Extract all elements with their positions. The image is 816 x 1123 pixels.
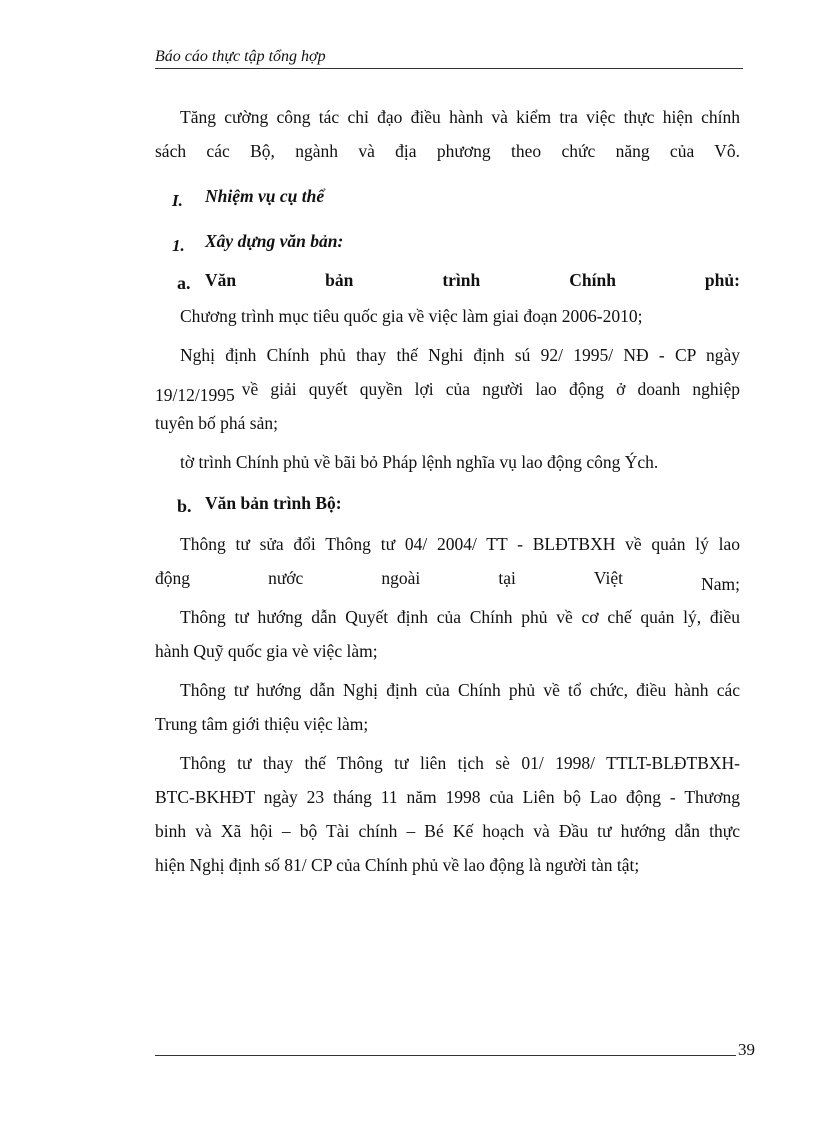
item-b-1-word: ngoài: [381, 568, 421, 588]
item-b-3-line-1: Thông tư hướng dẫn Nghị định của Chính phủ về tổ chức, điều hành các: [180, 680, 740, 700]
item-b-1-end: Nam;: [701, 574, 740, 594]
intro-line-1-text: Tăng cường công tác chỉ đạo điều hành và kiểm tra việc thực hiện chính: [180, 107, 740, 127]
item-b-2-line-1: Thông tư hướng dẫn Quyết định của Chính phủ về cơ chế quản lý, điều: [180, 607, 740, 627]
item-a-3: tờ trình Chính phủ về bãi bỏ Pháp lệnh nghĩa vụ lao động công Ých.: [180, 452, 659, 472]
item-b-4-line-4: hiện Nghị định số 81/ CP của Chính phủ về lao động là người tàn tật;: [155, 855, 640, 875]
item-a-2-rest: về giải quyết quyền lợi của người lao động ở doanh nghiệp: [241, 379, 740, 399]
sub-a-heading: [155, 263, 740, 297]
sub-b-number: b.: [177, 496, 192, 516]
sub-a-word: phủ:: [704, 270, 740, 290]
section-title: Nhiệm vụ cụ thể: [205, 186, 325, 206]
subsection-heading: [155, 224, 740, 259]
sub-a-word: Chính: [569, 270, 616, 290]
page-footer: [155, 1040, 755, 1060]
item-b-1-word: nước: [268, 568, 304, 588]
footer-rule: [155, 1055, 736, 1056]
page-header: [155, 48, 743, 69]
item-a-2-date: 19/12/1995: [155, 385, 235, 405]
intro-line-1: [155, 100, 740, 134]
sub-a-word: bản: [325, 270, 354, 290]
subsection-title: Xây dựng văn bản:: [205, 231, 344, 251]
subsection-number: 1.: [172, 236, 185, 255]
item-a-1: Chương trình mục tiêu quốc gia về việc làm giai đoạn 2006-2010;: [180, 306, 643, 326]
item-b-1-word: tại: [498, 568, 516, 588]
item-b-1-word: Việt: [593, 568, 623, 588]
sub-a-number: a.: [177, 273, 191, 293]
item-b-1-word: động: [155, 568, 190, 588]
sub-a-title: [205, 263, 740, 297]
document-body: [155, 100, 740, 882]
intro-line-2: [155, 134, 740, 168]
item-b-3-line-2: Trung tâm giới thiệu việc làm;: [155, 714, 369, 734]
page-number: 39: [738, 1040, 755, 1059]
header-title: Báo cáo thực tập tổng hợp: [155, 48, 326, 65]
sub-b-title: Văn bản trình Bộ:: [205, 493, 342, 513]
item-b-1-line-2: [155, 561, 740, 595]
sub-b-heading: [155, 486, 740, 520]
section-number: I.: [172, 191, 183, 210]
item-b-4-line-3: binh và Xã hội – bộ Tài chính – Bé Kế hoạch và Đầu tư hướng dẫn thực: [155, 821, 740, 841]
item-b-2-line-2: hành Quỹ quốc gia vè việc làm;: [155, 641, 378, 661]
section-heading: [155, 179, 740, 214]
item-a-2-line-2: [155, 372, 740, 406]
sub-a-word: Văn: [205, 270, 237, 290]
item-b-4-line-1: Thông tư thay thế Thông tư liên tịch sè 01/ 1998/ TTLT-BLĐTBXH-: [180, 753, 740, 773]
item-a-2-line-1: Nghị định Chính phủ thay thế Nghi định sú 92/ 1995/ NĐ - CP ngày: [180, 345, 740, 365]
item-b-1-line-1: Thông tư sửa đổi Thông tư 04/ 2004/ TT - BLĐTBXH về quản lý lao: [180, 534, 740, 554]
intro-line-2-text: sách các Bộ, ngành và địa phương theo chức năng của Vô.: [155, 141, 740, 161]
item-a-2-line-3: tuyên bố phá sản;: [155, 413, 278, 433]
item-b-4-line-2: BTC-BKHĐT ngày 23 tháng 11 năm 1998 của Liên bộ Lao động - Thương: [155, 787, 740, 807]
sub-a-word: trình: [442, 270, 481, 290]
